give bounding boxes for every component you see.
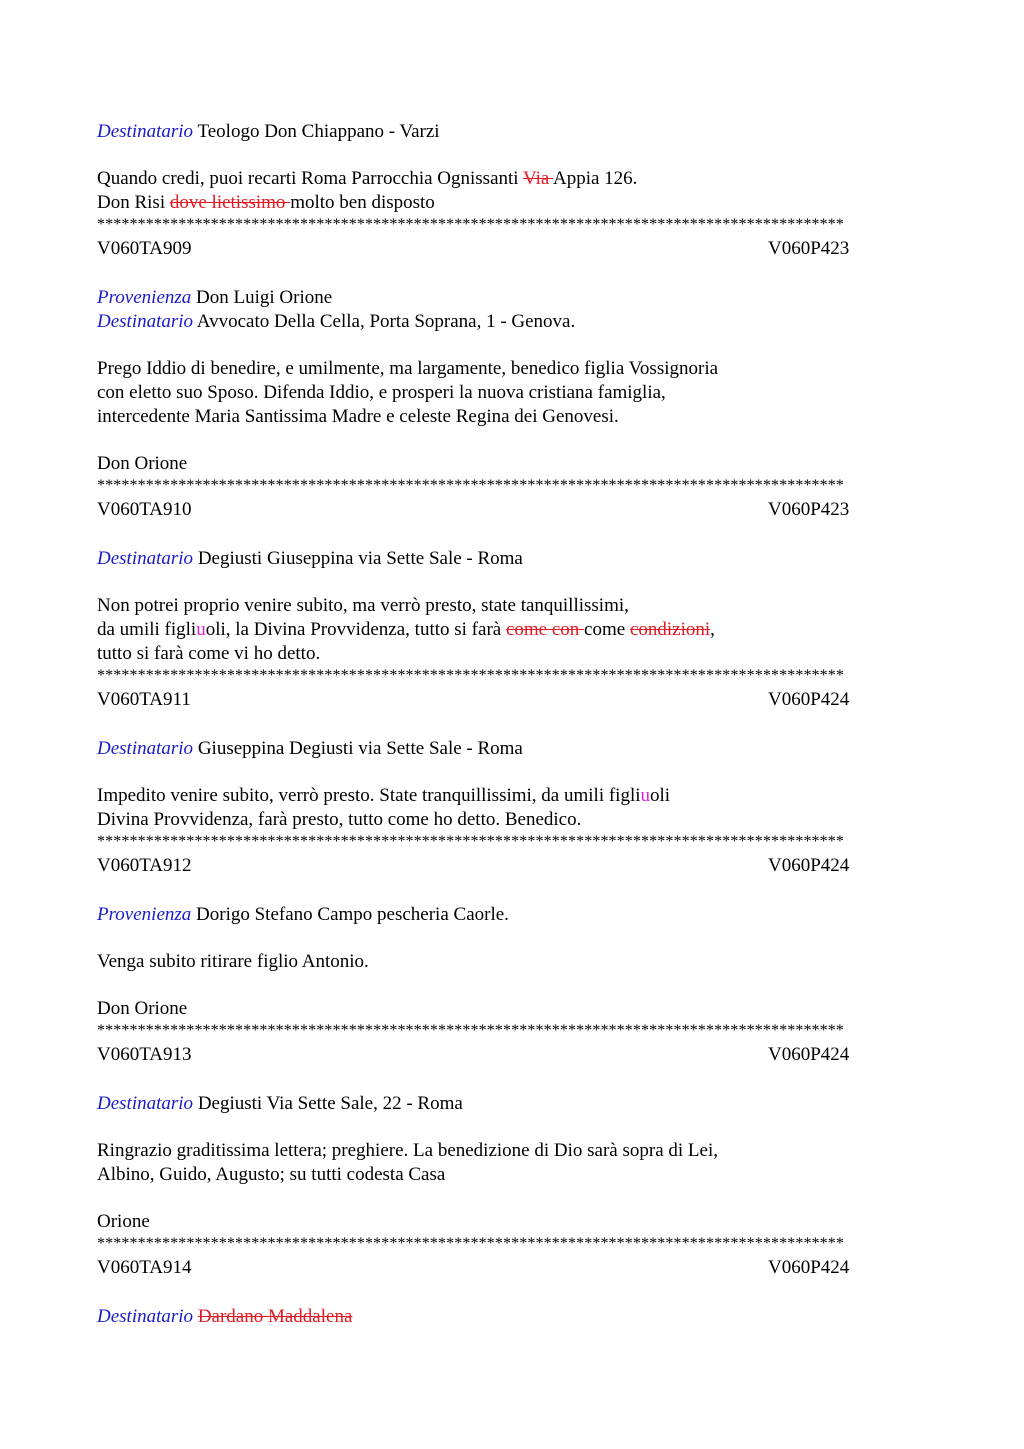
deleted-text: Via [522,168,553,189]
sender-value: Dorigo Stefano Campo pescheria Caorle. [191,904,509,925]
inserted-text: u [196,619,206,640]
body-line [97,191,927,215]
page-ref: V060P424 [768,855,850,876]
page-ref: V060P424 [768,1044,850,1065]
deleted-text: dove lietissimo [169,192,291,213]
page-ref: V060P424 [768,689,850,710]
separator-stars: ******************************************************************************************** [97,1235,845,1252]
body-line: Divina Provvidenza, farà presto, tutto come ho detto. Benedico. [97,809,582,830]
body-line: con eletto suo Sposo. Difenda Iddio, e prosperi la nuova cristiana famiglia, [97,382,666,403]
text: , [710,619,715,640]
recipient-label: Destinatario [97,548,194,569]
record-id-row [97,496,927,524]
record-id-row [97,1041,927,1069]
recipient-label: Destinatario [97,738,194,759]
recipient-line [97,310,927,334]
record-id: V060TA912 [97,855,192,876]
signature: Don Orione [97,998,188,1019]
record-id: V060TA913 [97,1044,192,1065]
recipient-value: Degiusti Giuseppina via Sette Sale - Roma [193,548,523,569]
body-line: Albino, Guido, Augusto; su tutti codesta Casa [97,1164,446,1185]
body-line [97,784,927,808]
separator-stars: ******************************************************************************************** [97,216,845,233]
body-line: Prego Iddio di benedire, e umilmente, ma largamente, benedico figlia Vossignoria [97,358,719,379]
text: molto ben disposto [290,192,435,213]
record-id: V060TA914 [97,1257,192,1278]
separator-stars: ******************************************************************************************** [97,477,845,494]
text: Appia 126. [552,168,638,189]
page-ref: V060P423 [768,238,850,259]
body-line: Non potrei proprio venire subito, ma verrò presto, state tanquillissimi, [97,595,629,616]
record-id: V060TA909 [97,238,192,259]
signature: Orione [97,1211,150,1232]
deleted-text: come con [505,619,585,640]
sender-label: Provenienza [97,904,192,925]
recipient-label: Destinatario [97,1093,194,1114]
record-id: V060TA911 [97,689,191,710]
body-line: Venga subito ritirare figlio Antonio. [97,951,369,972]
record-id-row [97,686,927,714]
text: oli [650,785,671,806]
body-line: tutto si farà come vi ho detto. [97,643,321,664]
deleted-text: Dardano Maddalena [197,1306,353,1327]
text: da umili figli [97,619,197,640]
separator-stars: ******************************************************************************************** [97,833,845,850]
sender-line [97,286,927,310]
document-page [97,120,927,1329]
recipient-label: Destinatario [97,121,194,142]
recipient-line [97,1092,927,1116]
record-id: V060TA910 [97,499,192,520]
text: Quando credi, puoi recarti Roma Parrocchia Ognissanti [97,168,523,189]
recipient-value: Degiusti Via Sette Sale, 22 - Roma [193,1093,463,1114]
inserted-text: u [640,785,651,806]
sender-value: Don Luigi Orione [191,287,333,308]
record-id-row [97,235,927,263]
sender-line [97,903,927,927]
recipient-value: Giuseppina Degiusti via Sette Sale - Roma [193,738,523,759]
recipient-line [97,1305,927,1329]
text: come [584,619,630,640]
body-line: intercedente Maria Santissima Madre e celeste Regina dei Genovesi. [97,406,619,427]
recipient-line [97,737,927,761]
text: Impedito venire subito, verrò presto. State tranquillissimi, da umili figli [97,785,641,806]
deleted-text: condizioni [629,619,711,640]
recipient-label: Destinatario [97,311,194,332]
recipient-label: Destinatario [97,1306,194,1327]
separator-stars: ******************************************************************************************** [97,667,845,684]
recipient-line [97,547,927,571]
recipient-line [97,120,927,144]
record-id-row [97,852,927,880]
recipient-value: Avvocato Della Cella, Porta Soprana, 1 - Genova. [193,311,576,332]
text: oli, la Divina Provvidenza, tutto si farà [205,619,506,640]
page-ref: V060P423 [768,499,850,520]
text: Don Risi [97,192,170,213]
body-line [97,167,927,191]
record-id-row [97,1254,927,1282]
signature: Don Orione [97,453,188,474]
page-ref: V060P424 [768,1257,850,1278]
body-line [97,618,927,642]
separator-stars: ******************************************************************************************** [97,1022,845,1039]
body-line: Ringrazio graditissima lettera; preghiere. La benedizione di Dio sarà sopra di Lei, [97,1140,718,1161]
recipient-value: Teologo Don Chiappano - Varzi [193,121,440,142]
sender-label: Provenienza [97,287,192,308]
